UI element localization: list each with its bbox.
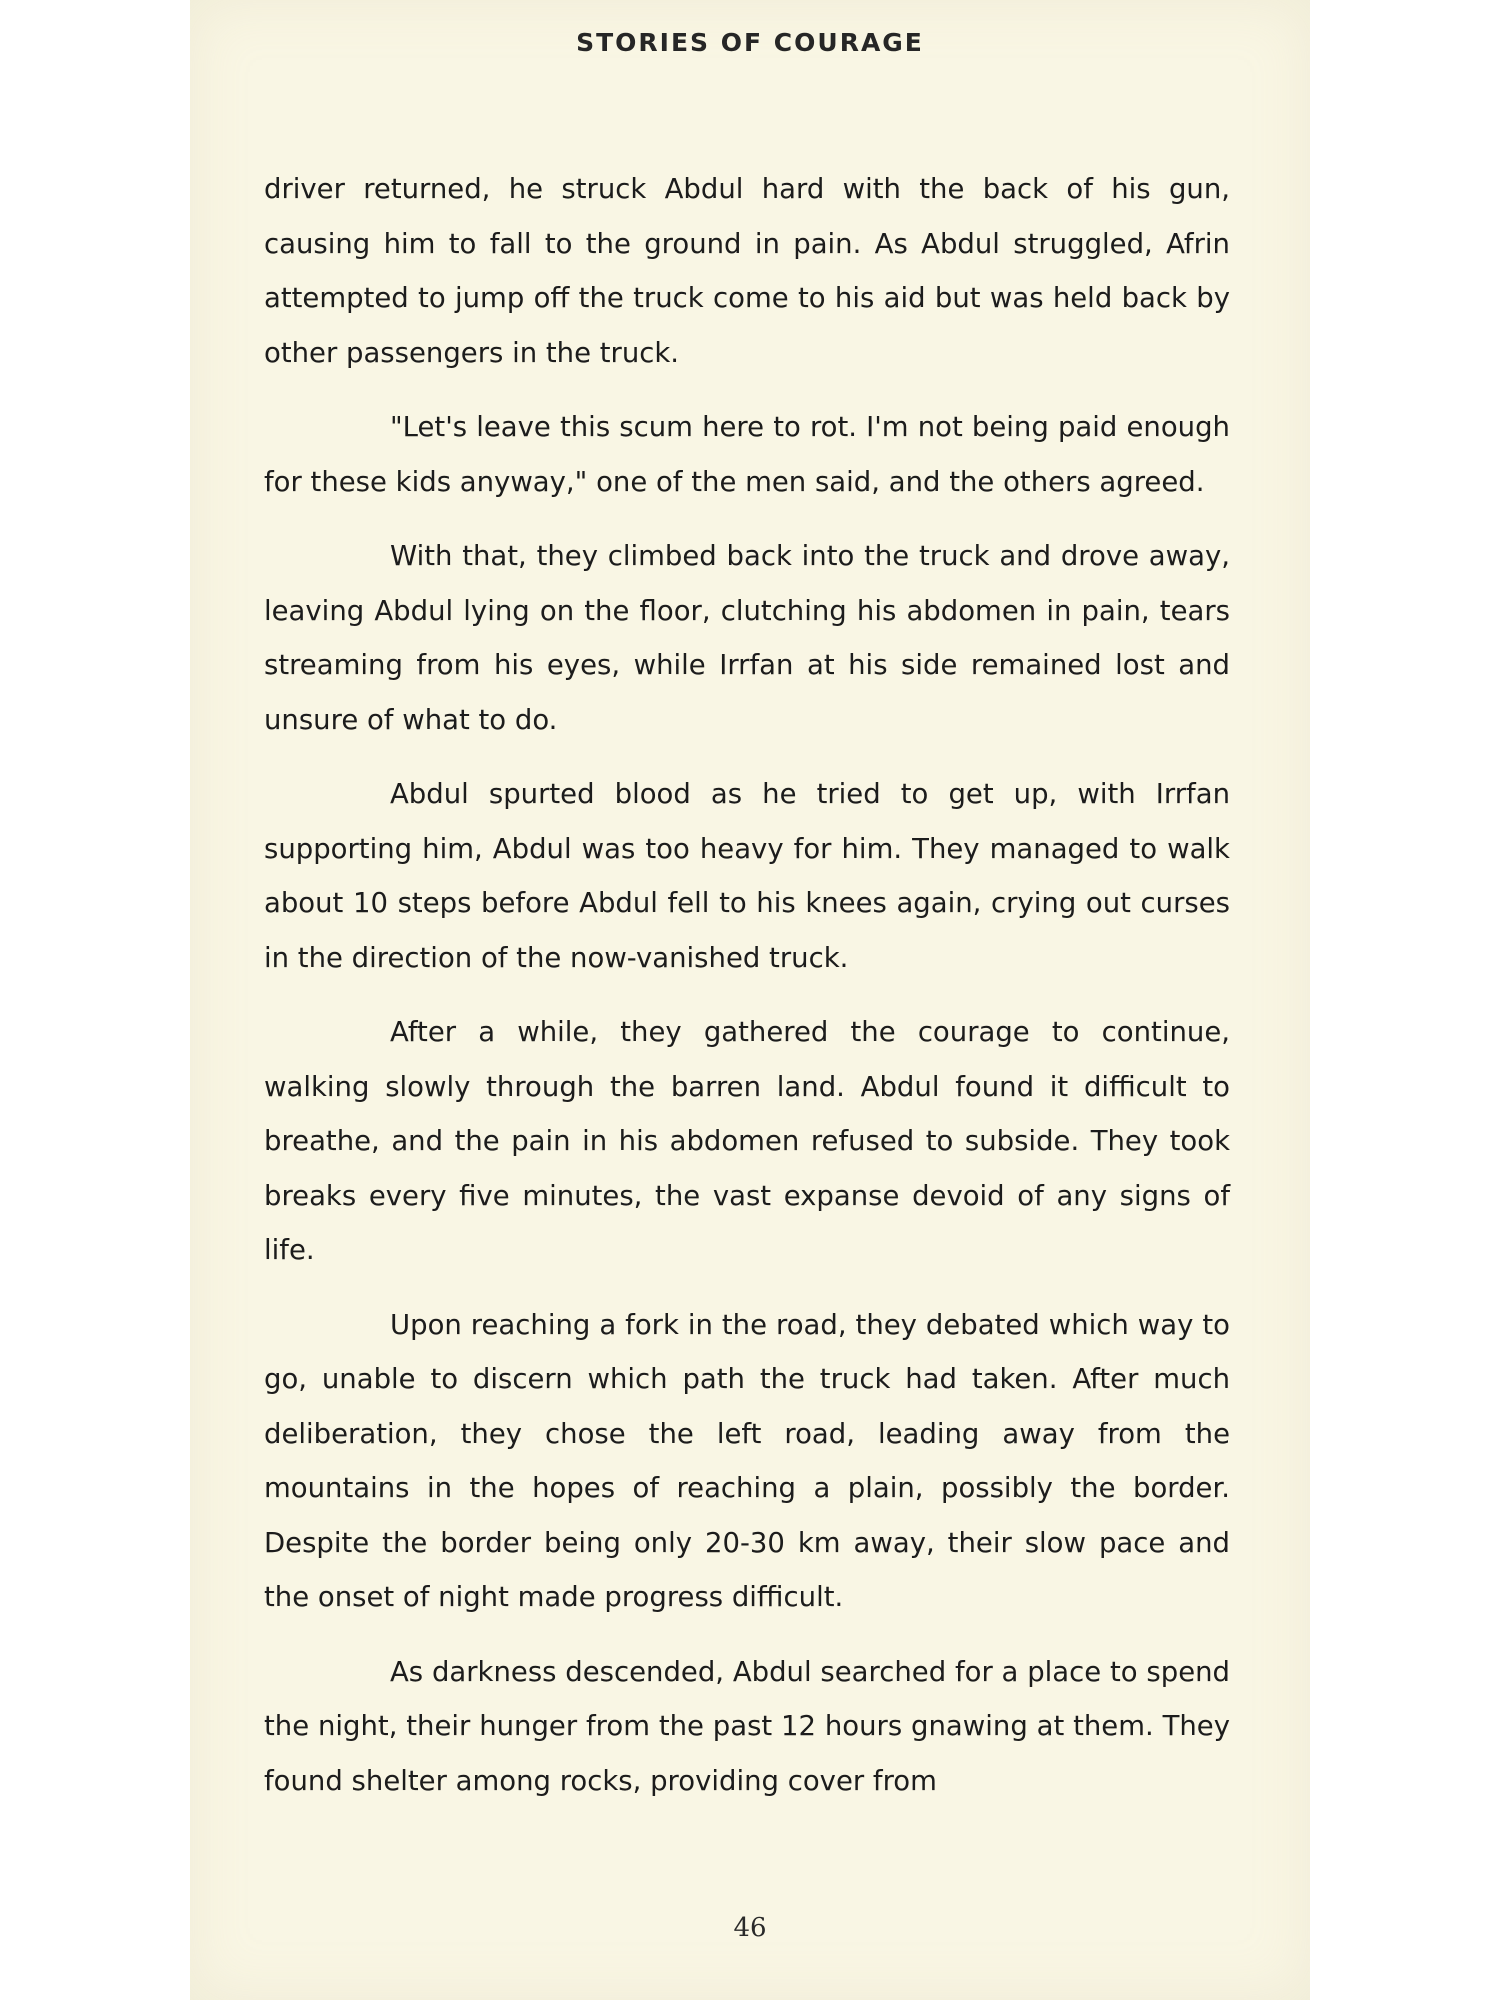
book-page bbox=[190, 0, 1310, 2000]
paragraph: Abdul spurted blood as he tried to get up, with Irrfan supporting him, Abdul was too heavy for him. They managed to walk about 10 steps before Abdul fell to his knees again, crying out curses in the direction of the now-vanished truck. bbox=[264, 778, 1230, 974]
page-number: 46 bbox=[733, 1913, 767, 1943]
paragraph: "Let's leave this scum here to rot. I'm not being paid enough for these kids anyway," one of the men said, and the others agreed. bbox=[264, 411, 1230, 498]
running-header: STORIES OF COURAGE bbox=[576, 28, 924, 57]
paragraph: After a while, they gathered the courage to continue, walking slowly through the barren land. Abdul found it difficult to breathe, and the pain in his abdomen refused to subside. They took breaks every five minutes, the vast expanse devoid of any signs of life. bbox=[264, 1016, 1230, 1266]
paragraph: As darkness descended, Abdul searched for a place to spend the night, their hunger from the past 12 hours gnawing at them. They found shelter among rocks, providing cover from bbox=[264, 1655, 1230, 1797]
paragraph: With that, they climbed back into the truck and drove away, leaving Abdul lying on the floor, clutching his abdomen in pain, tears streaming from his eyes, while Irrfan at his side remained lost and unsure of what to do. bbox=[264, 540, 1230, 736]
paragraph: Upon reaching a fork in the road, they debated which way to go, unable to discern which path the truck had taken. After much deliberation, they chose the left road, leading away from the mountains in the hopes of reaching a plain, possibly the border. Despite the border being only 20-30 km away, their slow pace and the onset of night made progress difficult. bbox=[264, 1308, 1230, 1613]
body-text bbox=[264, 162, 1230, 1828]
paragraph: driver returned, he struck Abdul hard with the back of his gun, causing him to fall to the ground in pain. As Abdul struggled, Afrin attempted to jump off the truck come to his aid but was held back by other passengers in the truck. bbox=[264, 173, 1230, 369]
